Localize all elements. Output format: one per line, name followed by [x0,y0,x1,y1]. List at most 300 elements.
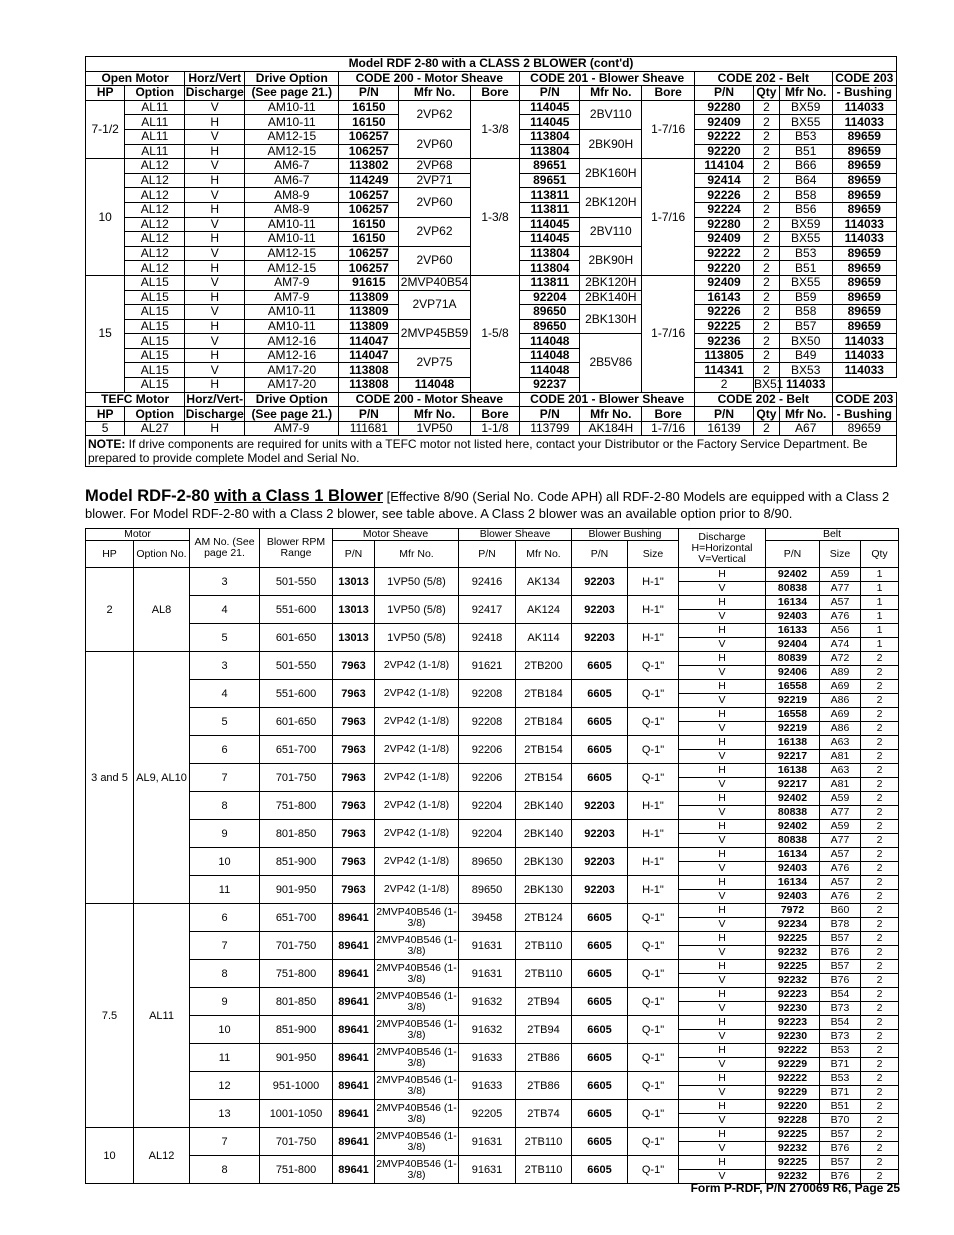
belt-qty: 2 [861,778,899,792]
belt-qty: 2 [861,918,899,932]
blower-sheave-bore: 1-7/16 [642,275,695,392]
bushing-pn: 89659 [832,246,896,261]
am-no-cell: 3 [190,652,260,680]
blower-sheave-mfr: 2BV110 [580,217,642,246]
blower-sheave-pn: 91631 [459,932,516,960]
belt-size: B70 [820,1114,861,1128]
motor-sheave-mfr: 1VP50 (5/8) [375,568,459,596]
column-header: Mfr No. [399,407,470,422]
group-header: CODE 201 - Blower Sheave [520,71,695,86]
motor-sheave-mfr: 2VP42 (1-1/8) [375,708,459,736]
discharge-cell: V [679,1002,766,1016]
motor-sheave-pn: 113809 [339,305,399,320]
bushing-pn: 92203 [572,792,628,820]
bushing-size: H-1" [628,792,679,820]
rpm-range-cell: 1001-1050 [260,1100,333,1128]
belt-qty: 2 [861,652,899,666]
blower-sheave-mfr: 2BK120H [580,275,642,290]
table-row [86,1156,899,1170]
column-header: P/N [695,407,754,422]
drive-option-cell: AM7-9 [245,275,339,290]
belt-size: A77 [820,806,861,820]
motor-sheave-mfr: 2MVP40B546 (1-3/8) [375,932,459,960]
belt-pn: 92280 [695,217,754,232]
column-header: Mfr No. [580,407,642,422]
blower-sheave-pn: 92208 [459,708,516,736]
option-cell: AL11 [134,904,190,1128]
blower-sheave-mfr: 2TB154 [516,736,572,764]
rpm-range-cell: 701-750 [260,1128,333,1156]
blower-sheave-pn: 91631 [459,960,516,988]
blower-sheave-mfr: AK124 [516,596,572,624]
belt-qty: 2 [861,1142,899,1156]
note-label: NOTE: [88,437,126,452]
motor-sheave-mfr: 2MVP40B546 (1-3/8) [375,1016,459,1044]
blower-sheave-mfr: 2TB74 [516,1100,572,1128]
am-no-cell: 4 [190,680,260,708]
group-header-row [86,71,897,86]
option-cell: AL11 [125,100,185,115]
table-row [86,624,899,638]
discharge-cell: V [679,806,766,820]
option-cell: AL15 [125,378,185,393]
blower-sheave-mfr: 2TB94 [516,1016,572,1044]
motor-sheave-mfr: 2VP42 (1-1/8) [375,876,459,904]
belt-qty: 2 [754,144,780,159]
belt-mfr: B64 [779,173,832,188]
motor-sheave-mfr: 2VP42 (1-1/8) [375,736,459,764]
option-cell: AL12 [134,1128,190,1184]
belt-size: A63 [820,764,861,778]
belt-pn: 16134 [766,596,820,610]
hp-cell: 10 [86,1128,134,1184]
belt-qty: 2 [861,904,899,918]
motor-sheave-pn: 7963 [333,820,375,848]
blower-sheave-pn: 92205 [459,1100,516,1128]
belt-pn: 80839 [766,652,820,666]
tefc-cell: 1-1/8 [470,421,520,436]
tefc-cell: A67 [779,421,832,436]
belt-pn: 92222 [766,1072,820,1086]
belt-qty: 2 [754,363,780,378]
am-no-cell: 10 [190,848,260,876]
belt-qty: 2 [754,115,780,130]
discharge-cell: H [679,988,766,1002]
table-row [86,100,897,115]
belt-size: B71 [820,1086,861,1100]
belt-pn: 92222 [695,246,754,261]
blower-sheave-mfr: 2TB184 [516,680,572,708]
discharge-cell: V [679,694,766,708]
belt-pn: 92230 [766,1030,820,1044]
discharge-cell: V [679,1170,766,1184]
column-header: P/N [520,407,580,422]
blower-sheave-mfr: 2TB154 [516,764,572,792]
blower-sheave-pn: 92204 [520,290,580,305]
discharge-cell: H [679,820,766,834]
belt-mfr: B59 [779,290,832,305]
belt-qty: 2 [861,862,899,876]
discharge-cell: V [679,610,766,624]
blower-sheave-pn: 92418 [459,624,516,652]
column-header: Mfr No. [399,86,470,101]
motor-sheave-pn: 89641 [333,1100,375,1128]
bushing-pn: 92203 [572,876,628,904]
bushing-pn: 89659 [832,202,896,217]
belt-pn: 92226 [695,188,754,203]
bushing-pn: 89659 [832,275,896,290]
belt-pn: 92222 [695,129,754,144]
motor-sheave-pn: 114047 [339,334,399,349]
blower-sheave-mfr: 2TB110 [516,1128,572,1156]
belt-pn: 92232 [766,946,820,960]
belt-size: A74 [820,638,861,652]
discharge-cell: V [679,890,766,904]
motor-sheave-mfr: 2VP42 (1-1/8) [375,848,459,876]
tefc-group-header: Horz/Vert- [186,391,244,406]
belt-pn: 16133 [766,624,820,638]
belt-size: A89 [820,666,861,680]
group-header: Motor Sheave [333,529,459,541]
option-cell: AL12 [125,188,185,203]
discharge-cell: H [185,232,245,247]
belt-size: A76 [820,610,861,624]
belt-qty: 2 [754,275,780,290]
blower-sheave-pn: 91633 [459,1072,516,1100]
class2-blower-table [85,56,897,467]
belt-pn: 80838 [766,582,820,596]
belt-qty: 2 [861,1002,899,1016]
motor-sheave-pn: 7963 [333,848,375,876]
belt-mfr: B66 [779,159,832,174]
belt-qty: 2 [754,319,780,334]
motor-sheave-pn: 7963 [333,736,375,764]
blower-sheave-mfr: 2B5V86 [580,334,642,392]
am-no-cell: 5 [190,708,260,736]
belt-pn: 92220 [695,144,754,159]
am-no-cell: 6 [190,904,260,932]
motor-sheave-mfr: 2VP60 [399,188,470,217]
blower-sheave-pn: 113804 [520,144,580,159]
page-footer: Form P-RDF, P/N 270069 R6, Page 25 [690,1181,900,1195]
motor-sheave-pn: 114047 [339,348,399,363]
motor-sheave-pn: 7963 [333,652,375,680]
bushing-size: Q-1" [628,652,679,680]
table-title: Model RDF 2-80 with a CLASS 2 BLOWER (cont'd) [86,57,897,72]
blower-sheave-pn: 89650 [459,876,516,904]
column-header: HP [86,86,125,101]
column-header: Size [820,541,861,568]
bushing-size: H-1" [628,596,679,624]
discharge-cell: H [185,261,245,276]
note-row [86,436,897,467]
discharge-cell: H [679,1100,766,1114]
bushing-pn: 92203 [572,624,628,652]
hp-cell: 2 [86,568,134,652]
motor-sheave-mfr: 2VP62 [399,100,470,129]
group-header: AM No. (See page 21. [190,529,260,568]
belt-size: B51 [820,1100,861,1114]
belt-pn: 92225 [766,1128,820,1142]
belt-pn: 92225 [766,960,820,974]
discharge-cell: H [679,652,766,666]
belt-mfr: BX59 [779,217,832,232]
class1-blower-table [85,528,899,1184]
blower-sheave-pn: 89651 [520,173,580,188]
drive-option-cell: AM12-16 [245,348,339,363]
blower-sheave-mfr: 2TB110 [516,932,572,960]
drive-option-cell: AM12-15 [245,144,339,159]
belt-qty: 2 [861,1058,899,1072]
table-row [86,708,899,722]
blower-sheave-mfr: 2BK130 [516,848,572,876]
blower-sheave-pn: 92417 [459,596,516,624]
belt-size: B60 [820,904,861,918]
discharge-cell: H [679,624,766,638]
blower-sheave-mfr: 2BV110 [580,100,642,129]
motor-sheave-mfr: 2MVP40B546 (1-3/8) [375,988,459,1016]
blower-sheave-pn: 113804 [520,261,580,276]
belt-qty: 2 [861,834,899,848]
blower-sheave-pn: 114045 [520,115,580,130]
blower-sheave-mfr: AK114 [516,624,572,652]
motor-sheave-pn: 113809 [339,319,399,334]
motor-sheave-pn: 106257 [339,246,399,261]
blower-sheave-mfr: 2BK140H [580,290,642,305]
note-text: If drive components are required for units with a TEFC motor not listed here, contact your Distributor or the Factory Service Department. Be prepared to provide complete Model and Serial No. [88,437,868,466]
tefc-cell: 1VP50 [399,421,470,436]
table-row [86,652,899,666]
bushing-size: Q-1" [628,1072,679,1100]
discharge-cell: H [679,736,766,750]
bushing-size: Q-1" [628,1128,679,1156]
table-row [86,736,899,750]
discharge-cell: V [679,722,766,736]
belt-size: B71 [820,1058,861,1072]
belt-mfr: B51 [779,261,832,276]
blower-sheave-mfr: 2TB94 [516,988,572,1016]
belt-pn: 92229 [766,1058,820,1072]
table-row [86,680,899,694]
discharge-cell: V [679,1114,766,1128]
belt-mfr: BX55 [779,232,832,247]
bushing-pn: 6605 [572,1128,628,1156]
discharge-cell: V [679,666,766,680]
am-no-cell: 13 [190,1100,260,1128]
blower-sheave-mfr: 2BK160H [580,159,642,188]
drive-option-cell: AM12-15 [245,129,339,144]
belt-qty: 2 [861,764,899,778]
motor-sheave-mfr: 2VP62 [399,217,470,246]
belt-size: A76 [820,862,861,876]
table-row [86,1044,899,1058]
motor-sheave-pn: 13013 [333,568,375,596]
tefc-group-header: CODE 201 - Blower Sheave [520,392,695,407]
motor-sheave-pn: 89641 [333,1072,375,1100]
option-cell: AL11 [125,144,185,159]
belt-size: A69 [820,680,861,694]
blower-sheave-pn: 89650 [520,305,580,320]
discharge-cell: V [185,217,245,232]
motor-sheave-mfr: 2VP60 [399,246,470,275]
bushing-pn: 6605 [572,932,628,960]
belt-pn: 16138 [766,736,820,750]
blower-sheave-mfr: 2BK90H [580,246,642,275]
discharge-cell: V [679,1142,766,1156]
group-header: CODE 200 - Motor Sheave [339,71,520,86]
bushing-pn: 92203 [572,568,628,596]
option-cell: AL12 [125,217,185,232]
bushing-size: Q-1" [628,1044,679,1072]
hp-cell: 7-1/2 [86,100,125,158]
group-header: Open Motor [86,71,185,86]
option-cell: AL15 [125,348,185,363]
belt-qty: 2 [861,1128,899,1142]
belt-pn: 92225 [766,932,820,946]
belt-qty: 2 [754,202,780,217]
belt-mfr: B57 [779,319,832,334]
motor-sheave-mfr: 2VP60 [399,129,470,158]
discharge-cell: V [185,188,245,203]
option-cell: AL12 [125,261,185,276]
rpm-range-cell: 501-550 [260,652,333,680]
bushing-size: Q-1" [628,736,679,764]
tefc-group-header: CODE 202 - Belt [695,392,833,407]
column-header: - Bushing [832,407,896,422]
rpm-range-cell: 701-750 [260,764,333,792]
motor-sheave-pn: 89641 [333,932,375,960]
belt-size: B57 [820,1156,861,1170]
belt-pn: 92219 [766,694,820,708]
motor-sheave-mfr: 2MVP40B546 (1-3/8) [375,904,459,932]
bushing-pn: 114033 [832,232,896,247]
am-no-cell: 9 [190,988,260,1016]
column-header: Size [628,541,679,568]
group-header-row [86,529,899,541]
table-row [86,904,899,918]
table-row [86,876,899,890]
motor-sheave-mfr: 2VP75 [399,348,470,377]
belt-qty: 2 [861,820,899,834]
belt-size: B57 [820,1128,861,1142]
belt-pn: 92220 [766,1100,820,1114]
belt-qty: 2 [861,666,899,680]
belt-pn: 92237 [520,378,580,393]
blower-sheave-bore: 1-7/16 [642,100,695,158]
bushing-pn: 89659 [832,144,896,159]
belt-qty: 1 [861,624,899,638]
belt-size: B57 [820,932,861,946]
belt-pn: 16134 [766,876,820,890]
motor-sheave-bore: 1-5/8 [470,275,520,392]
belt-qty: 2 [754,159,780,174]
drive-option-cell: AM10-11 [245,115,339,130]
belt-qty: 2 [861,1170,899,1184]
bushing-size: Q-1" [628,960,679,988]
rpm-range-cell: 751-800 [260,792,333,820]
table-row [86,159,897,174]
blower-sheave-pn: 91633 [459,1044,516,1072]
bushing-pn: 6605 [572,904,628,932]
bushing-size: H-1" [628,568,679,596]
blower-sheave-pn: 92416 [459,568,516,596]
belt-pn: 92402 [766,792,820,806]
belt-qty: 2 [861,1114,899,1128]
motor-sheave-mfr: 1VP50 (5/8) [375,596,459,624]
belt-pn: 92225 [766,1156,820,1170]
option-cell: AL12 [125,202,185,217]
blower-sheave-pn: 39458 [459,904,516,932]
tefc-cell: H [185,421,245,436]
drive-option-cell: AM10-11 [245,217,339,232]
bushing-pn: 114033 [832,217,896,232]
blower-sheave-mfr: 2TB110 [516,1156,572,1184]
motor-sheave-mfr: 2VP68 [399,159,470,174]
belt-qty: 2 [754,217,780,232]
belt-mfr: BX59 [779,100,832,115]
rpm-range-cell: 651-700 [260,904,333,932]
table-row [86,792,899,806]
am-no-cell: 9 [190,820,260,848]
discharge-cell: V [679,582,766,596]
belt-qty: 2 [861,890,899,904]
bushing-pn: 6605 [572,960,628,988]
motor-sheave-pn: 7963 [333,792,375,820]
discharge-cell: V [185,305,245,320]
bushing-pn: 6605 [572,988,628,1016]
tefc-row [86,421,897,436]
belt-pn: 7972 [766,904,820,918]
option-cell: AL11 [125,129,185,144]
heading-model: Model RDF-2-80 [85,487,215,505]
drive-option-cell: AM10-11 [245,305,339,320]
motor-sheave-pn: 13013 [333,624,375,652]
belt-size: A57 [820,848,861,862]
bushing-pn: 89659 [832,305,896,320]
bushing-pn: 89659 [832,129,896,144]
discharge-cell: V [185,246,245,261]
blower-sheave-pn: 89651 [520,159,580,174]
column-header: P/N [333,541,375,568]
belt-size: A56 [820,624,861,638]
belt-qty: 1 [861,638,899,652]
bushing-size: H-1" [628,820,679,848]
belt-size: B76 [820,1142,861,1156]
belt-mfr: B51 [779,144,832,159]
belt-pn: 92217 [766,778,820,792]
belt-qty: 2 [754,246,780,261]
column-header: HP [86,407,125,422]
rpm-range-cell: 751-800 [260,960,333,988]
bushing-size: Q-1" [628,904,679,932]
table-row [86,820,899,834]
bushing-size: Q-1" [628,680,679,708]
discharge-cell: H [679,764,766,778]
motor-sheave-mfr: 2VP42 (1-1/8) [375,680,459,708]
discharge-cell: V [185,129,245,144]
tefc-cell: AM7-9 [245,421,339,436]
bushing-pn: 6605 [572,1100,628,1128]
motor-sheave-pn: 7963 [333,764,375,792]
drive-option-cell: AM6-7 [245,173,339,188]
discharge-cell: H [679,792,766,806]
blower-sheave-pn: 114048 [520,348,580,363]
belt-mfr: BX55 [779,275,832,290]
motor-sheave-pn: 16150 [339,100,399,115]
tefc-cell: 5 [86,421,125,436]
belt-qty: 2 [861,1030,899,1044]
group-header: Motor [86,529,190,541]
